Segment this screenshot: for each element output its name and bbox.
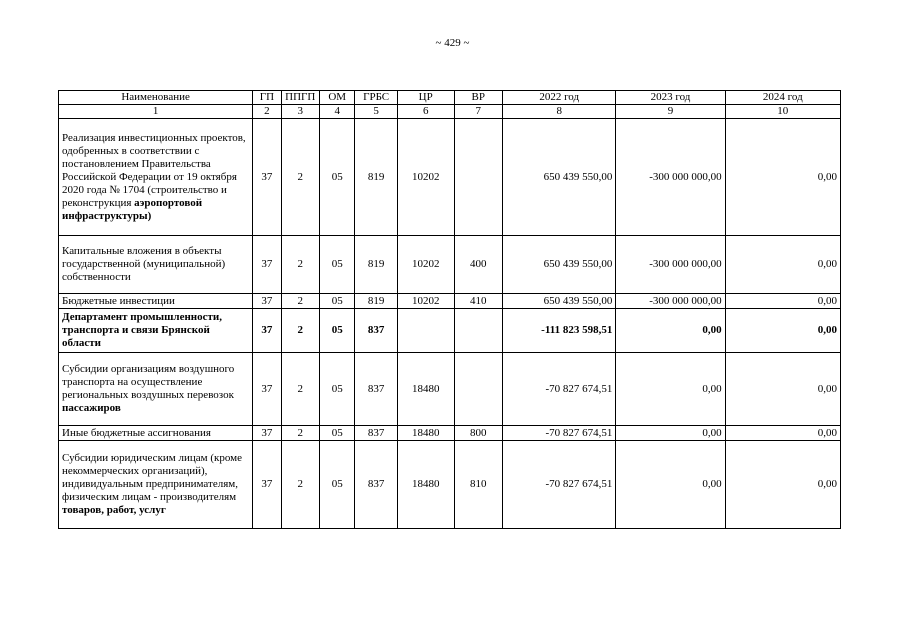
index-cell: 8 [503, 105, 616, 119]
cell-om: 05 [319, 119, 354, 236]
cell-2024: 0,00 [725, 309, 840, 353]
cell-2022: 650 439 550,00 [503, 119, 616, 236]
header-name: Наименование [59, 91, 253, 105]
cell-2023: -300 000 000,00 [616, 119, 725, 236]
cell-2023: -300 000 000,00 [616, 294, 725, 309]
header-2024: 2024 год [725, 91, 840, 105]
header-row [59, 91, 841, 105]
index-cell: 5 [355, 105, 397, 119]
cell-2024: 0,00 [725, 441, 840, 529]
index-cell: 2 [253, 105, 281, 119]
cell-ppgp: 2 [281, 236, 319, 294]
cell-grbs: 837 [355, 353, 397, 426]
header-2023: 2023 год [616, 91, 725, 105]
cell-vr: 400 [454, 236, 503, 294]
cell-vr: 800 [454, 426, 503, 441]
cell-gp: 37 [253, 309, 281, 353]
index-cell: 10 [725, 105, 840, 119]
row-name: Капитальные вложения в объекты государственной (муниципальной) собственности [59, 236, 253, 294]
cell-2022: -70 827 674,51 [503, 353, 616, 426]
cell-2024: 0,00 [725, 294, 840, 309]
row-name [59, 441, 253, 529]
cell-2022: 650 439 550,00 [503, 294, 616, 309]
row-name: Иные бюджетные ассигнования [59, 426, 253, 441]
cell-vr [454, 353, 503, 426]
index-cell: 7 [454, 105, 503, 119]
table-row [59, 426, 841, 441]
cell-om: 05 [319, 309, 354, 353]
cell-om: 05 [319, 294, 354, 309]
index-cell: 1 [59, 105, 253, 119]
cell-grbs: 819 [355, 119, 397, 236]
row-name-bold: аэропортовой инфраструктуры) [62, 196, 203, 222]
cell-om: 05 [319, 441, 354, 529]
row-name: Департамент промышленности, транспорта и связи Брянской области [59, 309, 253, 353]
cell-cr [397, 309, 454, 353]
page-number: ~ 429 ~ [435, 37, 470, 49]
cell-gp: 37 [253, 294, 281, 309]
row-name-text: Реализация инвестиционных проектов, одобренных в соответствии с постановлением Правительства Российской Федерации от 19 октября 2020 года № 1704 (строительство и реконструкция [62, 131, 246, 209]
cell-2023: -300 000 000,00 [616, 236, 725, 294]
row-name-bold: товаров, работ, услуг [62, 504, 166, 516]
row-name-text: Субсидии юридическим лицам (кроме некоммерческих организаций), индивидуальным предпринимателям, физическим лицам - производителям [62, 452, 243, 503]
budget-table [58, 90, 841, 529]
header-om: ОМ [319, 91, 354, 105]
table-row [59, 236, 841, 294]
index-cell: 6 [397, 105, 454, 119]
cell-vr: 810 [454, 441, 503, 529]
cell-om: 05 [319, 236, 354, 294]
table-row-department [59, 309, 841, 353]
cell-om: 05 [319, 426, 354, 441]
cell-ppgp: 2 [281, 426, 319, 441]
cell-ppgp: 2 [281, 119, 319, 236]
cell-2024: 0,00 [725, 119, 840, 236]
table-row [59, 294, 841, 309]
column-index-row [59, 105, 841, 119]
cell-grbs: 837 [355, 309, 397, 353]
cell-2023: 0,00 [616, 309, 725, 353]
index-cell: 3 [281, 105, 319, 119]
index-cell: 9 [616, 105, 725, 119]
cell-cr: 18480 [397, 353, 454, 426]
cell-2022: 650 439 550,00 [503, 236, 616, 294]
table-row [59, 441, 841, 529]
cell-grbs: 837 [355, 426, 397, 441]
cell-vr [454, 119, 503, 236]
cell-ppgp: 2 [281, 309, 319, 353]
index-cell: 4 [319, 105, 354, 119]
row-name-bold: пассажиров [62, 402, 121, 414]
row-name [59, 119, 253, 236]
row-name: Бюджетные инвестиции [59, 294, 253, 309]
cell-cr: 10202 [397, 119, 454, 236]
table-row [59, 119, 841, 236]
cell-gp: 37 [253, 236, 281, 294]
cell-gp: 37 [253, 426, 281, 441]
cell-gp: 37 [253, 441, 281, 529]
cell-2024: 0,00 [725, 426, 840, 441]
cell-gp: 37 [253, 119, 281, 236]
header-cr: ЦР [397, 91, 454, 105]
cell-om: 05 [319, 353, 354, 426]
cell-2022: -70 827 674,51 [503, 441, 616, 529]
cell-grbs: 819 [355, 294, 397, 309]
cell-gp: 37 [253, 353, 281, 426]
header-vr: ВР [454, 91, 503, 105]
cell-ppgp: 2 [281, 441, 319, 529]
header-ppgp: ППГП [281, 91, 319, 105]
cell-ppgp: 2 [281, 294, 319, 309]
cell-2023: 0,00 [616, 441, 725, 529]
cell-vr [454, 309, 503, 353]
cell-cr: 18480 [397, 441, 454, 529]
cell-vr: 410 [454, 294, 503, 309]
table-row [59, 353, 841, 426]
cell-2023: 0,00 [616, 426, 725, 441]
header-grbs: ГРБС [355, 91, 397, 105]
cell-cr: 18480 [397, 426, 454, 441]
header-gp: ГП [253, 91, 281, 105]
cell-grbs: 837 [355, 441, 397, 529]
header-2022: 2022 год [503, 91, 616, 105]
cell-2024: 0,00 [725, 353, 840, 426]
cell-2024: 0,00 [725, 236, 840, 294]
cell-grbs: 819 [355, 236, 397, 294]
cell-2023: 0,00 [616, 353, 725, 426]
cell-cr: 10202 [397, 236, 454, 294]
cell-2022: -111 823 598,51 [503, 309, 616, 353]
cell-2022: -70 827 674,51 [503, 426, 616, 441]
cell-ppgp: 2 [281, 353, 319, 426]
row-name-text: Субсидии организациям воздушного транспорта на осуществление региональных воздушных перевозок [62, 363, 235, 401]
row-name [59, 353, 253, 426]
cell-cr: 10202 [397, 294, 454, 309]
